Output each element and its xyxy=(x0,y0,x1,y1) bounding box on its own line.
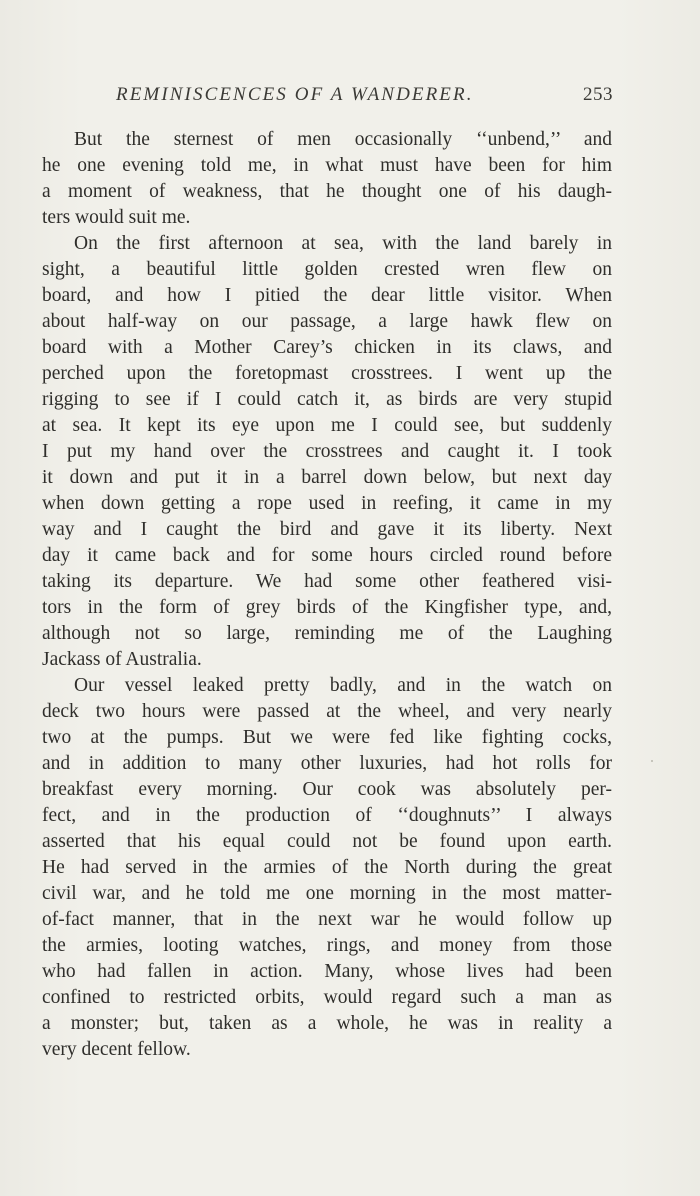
text-line: two at the pumps. But we were fed like fighting cocks, xyxy=(42,727,612,748)
text-line: I put my hand over the crosstrees and caught it. I took xyxy=(42,441,612,462)
text-line: and in addition to many other luxuries, had hot rolls for xyxy=(42,753,612,774)
text-line: taking its departure. We had some other feathered visi- xyxy=(42,571,612,592)
text-line: He had served in the armies of the North during the great xyxy=(42,857,612,878)
body-text xyxy=(42,127,612,1063)
text-line: breakfast every morning. Our cook was absolutely per- xyxy=(42,779,612,800)
text-line: about half-way on our passage, a large hawk flew on xyxy=(42,311,612,332)
running-title: REMINISCENCES OF A WANDERER. xyxy=(116,84,474,105)
text-line: he one evening told me, in what must have been for him xyxy=(42,155,612,176)
text-line: ters would suit me. xyxy=(42,207,191,228)
page-number: 253 xyxy=(583,84,613,105)
text-line: a moment of weakness, that he thought one of his daugh- xyxy=(42,181,612,202)
text-line: tors in the form of grey birds of the Kingfisher type, and, xyxy=(42,597,612,618)
text-line: it down and put it in a barrel down below, but next day xyxy=(42,467,612,488)
text-line: way and I caught the bird and gave it its liberty. Next xyxy=(42,519,612,540)
text-line: when down getting a rope used in reefing, it came in my xyxy=(42,493,612,514)
text-line: very decent fellow. xyxy=(42,1039,191,1060)
text-line: sight, a beautiful little golden crested wren flew on xyxy=(42,259,612,280)
text-line: board with a Mother Carey’s chicken in its claws, and xyxy=(42,337,612,358)
text-line: asserted that his equal could not be found upon earth. xyxy=(42,831,612,852)
text-line: Jackass of Australia. xyxy=(42,649,202,670)
text-line: of-fact manner, that in the next war he would follow up xyxy=(42,909,612,930)
text-line: a monster; but, taken as a whole, he was in reality a xyxy=(42,1013,612,1034)
text-line: who had fallen in action. Many, whose lives had been xyxy=(42,961,612,982)
text-line: day it came back and for some hours circled round before xyxy=(42,545,612,566)
text-line: fect, and in the production of ‘‘doughnuts’’ I always xyxy=(42,805,612,826)
text-line: But the sternest of men occasionally ‘‘unbend,’’ and xyxy=(74,129,612,150)
paper-speck xyxy=(651,760,653,762)
text-line: deck two hours were passed at the wheel, and very nearly xyxy=(42,701,612,722)
text-line: confined to restricted orbits, would regard such a man as xyxy=(42,987,612,1008)
text-line: On the first afternoon at sea, with the land barely in xyxy=(74,233,612,254)
text-line: Our vessel leaked pretty badly, and in the watch on xyxy=(74,675,612,696)
text-line: although not so large, reminding me of the Laughing xyxy=(42,623,612,644)
text-line: the armies, looting watches, rings, and money from those xyxy=(42,935,612,956)
text-line: board, and how I pitied the dear little visitor. When xyxy=(42,285,612,306)
text-line: rigging to see if I could catch it, as birds are very stupid xyxy=(42,389,612,410)
text-line: at sea. It kept its eye upon me I could see, but suddenly xyxy=(42,415,612,436)
text-line: perched upon the foretopmast crosstrees. I went up the xyxy=(42,363,612,384)
page-header xyxy=(40,84,613,112)
text-line: civil war, and he told me one morning in the most matter- xyxy=(42,883,612,904)
